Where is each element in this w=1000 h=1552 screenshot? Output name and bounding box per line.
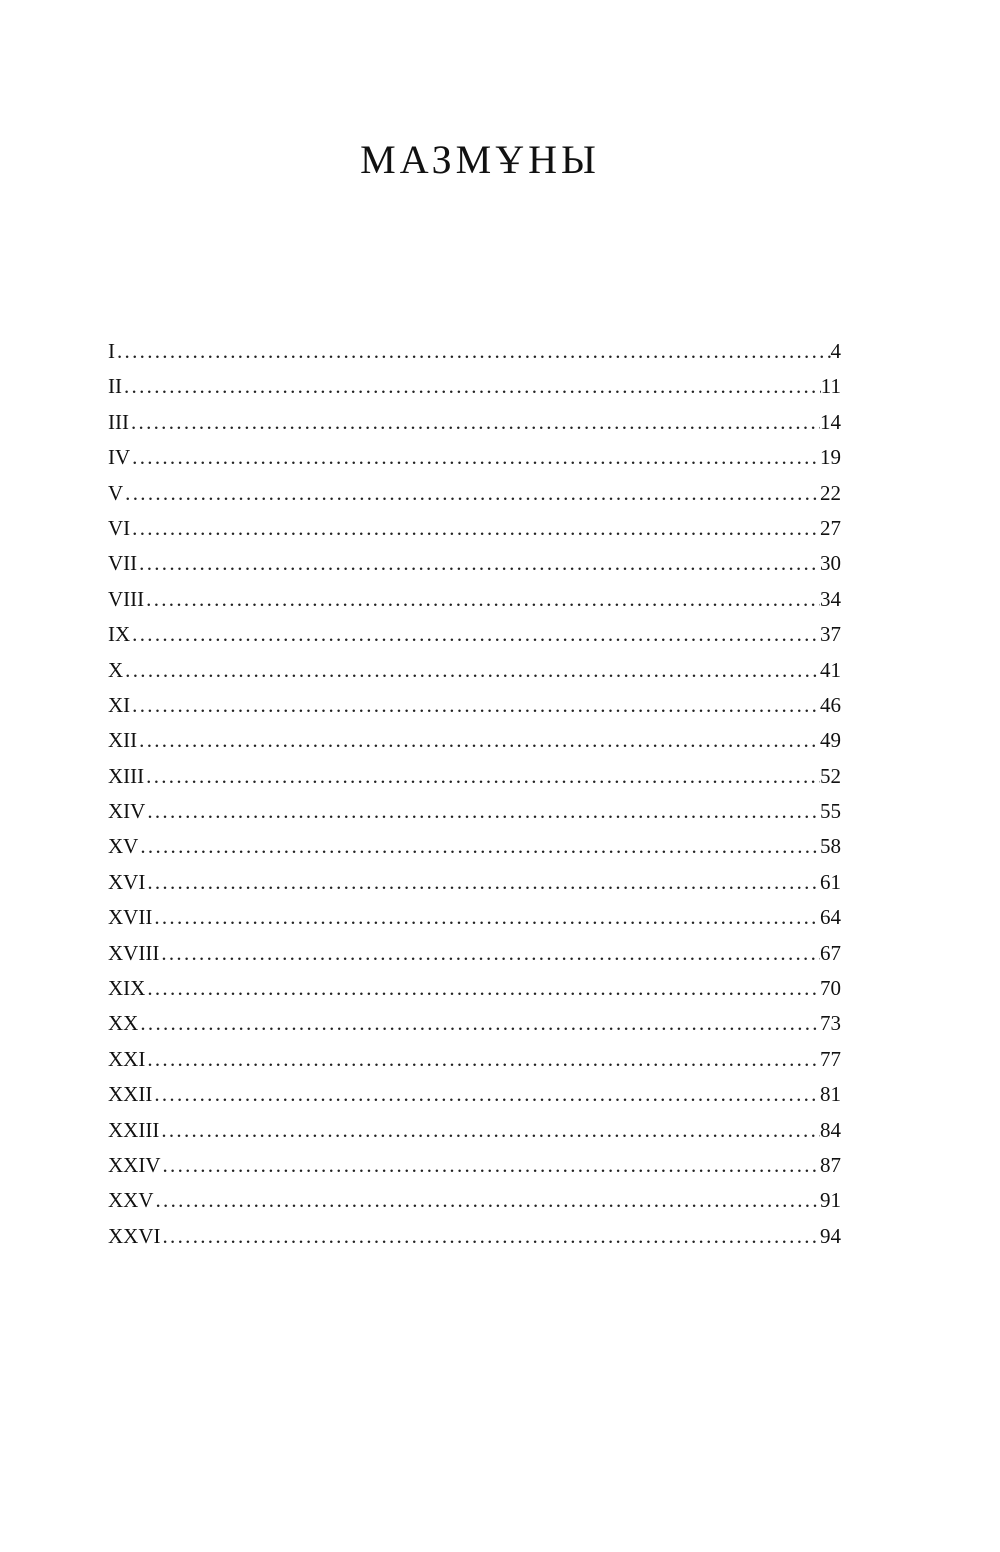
toc-page-number: 41 — [820, 657, 841, 682]
toc-chapter-label: XVII — [108, 905, 153, 930]
toc-chapter-label: VIII — [108, 586, 145, 611]
toc-chapter-label: III — [108, 409, 129, 434]
toc-entry[interactable] — [108, 1113, 841, 1148]
toc-page-number: 61 — [820, 869, 841, 894]
toc-entry[interactable] — [108, 334, 841, 369]
toc-entry[interactable] — [108, 688, 841, 723]
toc-page-number: 91 — [820, 1188, 841, 1213]
toc-entry[interactable] — [108, 1148, 841, 1183]
toc-chapter-label: XXVI — [108, 1223, 161, 1248]
toc-page-number: 46 — [820, 692, 841, 717]
toc-dot-leader — [161, 1219, 821, 1254]
toc-page-number: 84 — [820, 1117, 841, 1142]
toc-chapter-label: VII — [108, 551, 138, 576]
toc-page-number: 22 — [820, 480, 841, 505]
toc-entry[interactable] — [108, 440, 841, 475]
toc-chapter-label: XV — [108, 834, 139, 859]
toc-chapter-label: XIV — [108, 799, 146, 824]
toc-entry[interactable] — [108, 582, 841, 617]
toc-page-number: 14 — [820, 409, 841, 434]
toc-page-number: 70 — [820, 976, 841, 1001]
toc-dot-leader — [130, 617, 820, 652]
page-title: МАЗМҰНЫ — [360, 137, 600, 182]
toc-dot-leader — [152, 1077, 820, 1112]
toc-chapter-label: XVI — [108, 869, 146, 894]
toc-page-number: 11 — [820, 374, 841, 399]
toc-chapter-label: XIX — [108, 976, 146, 1001]
toc-dot-leader — [145, 1042, 820, 1077]
toc-page-number: 30 — [820, 551, 841, 576]
toc-entry[interactable] — [108, 546, 841, 581]
toc-entry[interactable] — [108, 653, 841, 688]
toc-page-number: 58 — [820, 834, 841, 859]
toc-chapter-label: VI — [108, 515, 131, 540]
toc-dot-leader — [130, 440, 820, 475]
toc-page-number: 81 — [820, 1082, 841, 1107]
toc-dot-leader — [145, 865, 820, 900]
toc-dot-leader — [137, 723, 820, 758]
toc-entry[interactable] — [108, 829, 841, 864]
toc-page-number: 55 — [820, 799, 841, 824]
toc-dot-leader — [145, 794, 820, 829]
toc-dot-leader — [161, 1148, 821, 1183]
toc-page-number: 4 — [830, 339, 841, 363]
toc-entry[interactable] — [108, 1183, 841, 1218]
toc-page-number: 73 — [820, 1011, 841, 1036]
toc-dot-leader — [152, 900, 820, 935]
toc-entry[interactable] — [108, 369, 841, 404]
toc-dot-leader — [137, 546, 820, 581]
toc-page-number: 87 — [820, 1152, 841, 1177]
toc-chapter-label: XII — [108, 728, 138, 753]
toc-dot-leader — [130, 688, 820, 723]
toc-chapter-label: XIII — [108, 763, 145, 788]
toc-dot-leader — [122, 369, 821, 404]
toc-entry[interactable] — [108, 1077, 841, 1112]
toc-entry[interactable] — [108, 794, 841, 829]
toc-page-number: 19 — [820, 445, 841, 470]
toc-page-number: 34 — [820, 586, 841, 611]
toc-entry[interactable] — [108, 476, 841, 511]
toc-page-number: 49 — [820, 728, 841, 753]
toc-dot-leader — [145, 971, 820, 1006]
toc-dot-leader — [138, 1006, 820, 1041]
toc-page-number: 77 — [820, 1046, 841, 1071]
toc-dot-leader — [154, 1183, 821, 1218]
toc-entry[interactable] — [108, 759, 841, 794]
toc-dot-leader — [144, 582, 820, 617]
toc-dot-leader — [159, 936, 820, 971]
toc-entry[interactable] — [108, 971, 841, 1006]
toc-dot-leader — [123, 476, 820, 511]
toc-dot-leader — [123, 653, 820, 688]
toc-chapter-label: I — [108, 339, 115, 363]
toc-entry[interactable] — [108, 405, 841, 440]
toc-dot-leader — [130, 511, 820, 546]
toc-dot-leader — [115, 334, 831, 369]
toc-page-number: 37 — [820, 622, 841, 647]
toc-chapter-label: XVIII — [108, 940, 160, 965]
toc-page-number: 94 — [820, 1223, 841, 1248]
toc-chapter-label: V — [108, 480, 124, 505]
toc-entry[interactable] — [108, 723, 841, 758]
toc-entry[interactable] — [108, 900, 841, 935]
toc-page-number: 52 — [820, 763, 841, 788]
toc-dot-leader — [129, 405, 820, 440]
toc-chapter-label: XXI — [108, 1046, 146, 1071]
toc-page-number: 67 — [820, 940, 841, 965]
toc-chapter-label: XI — [108, 692, 131, 717]
toc-chapter-label: X — [108, 657, 124, 682]
toc-page-number: 27 — [820, 515, 841, 540]
toc-entry[interactable] — [108, 936, 841, 971]
toc-dot-leader — [144, 759, 820, 794]
toc-entry[interactable] — [108, 617, 841, 652]
toc-entry[interactable] — [108, 865, 841, 900]
toc-chapter-label: XXIII — [108, 1117, 160, 1142]
toc-entry[interactable] — [108, 1042, 841, 1077]
toc-chapter-label: XXV — [108, 1188, 154, 1213]
toc-page-number: 64 — [820, 905, 841, 930]
toc-entry[interactable] — [108, 1006, 841, 1041]
toc-entry[interactable] — [108, 1219, 841, 1254]
table-of-contents — [108, 334, 841, 1254]
toc-chapter-label: IX — [108, 622, 131, 647]
toc-chapter-label: XXIV — [108, 1152, 161, 1177]
toc-chapter-label: XXII — [108, 1082, 153, 1107]
toc-dot-leader — [138, 829, 820, 864]
toc-chapter-label: XX — [108, 1011, 139, 1036]
toc-chapter-label: IV — [108, 445, 131, 470]
toc-dot-leader — [159, 1113, 820, 1148]
toc-chapter-label: II — [108, 374, 122, 399]
toc-entry[interactable] — [108, 511, 841, 546]
